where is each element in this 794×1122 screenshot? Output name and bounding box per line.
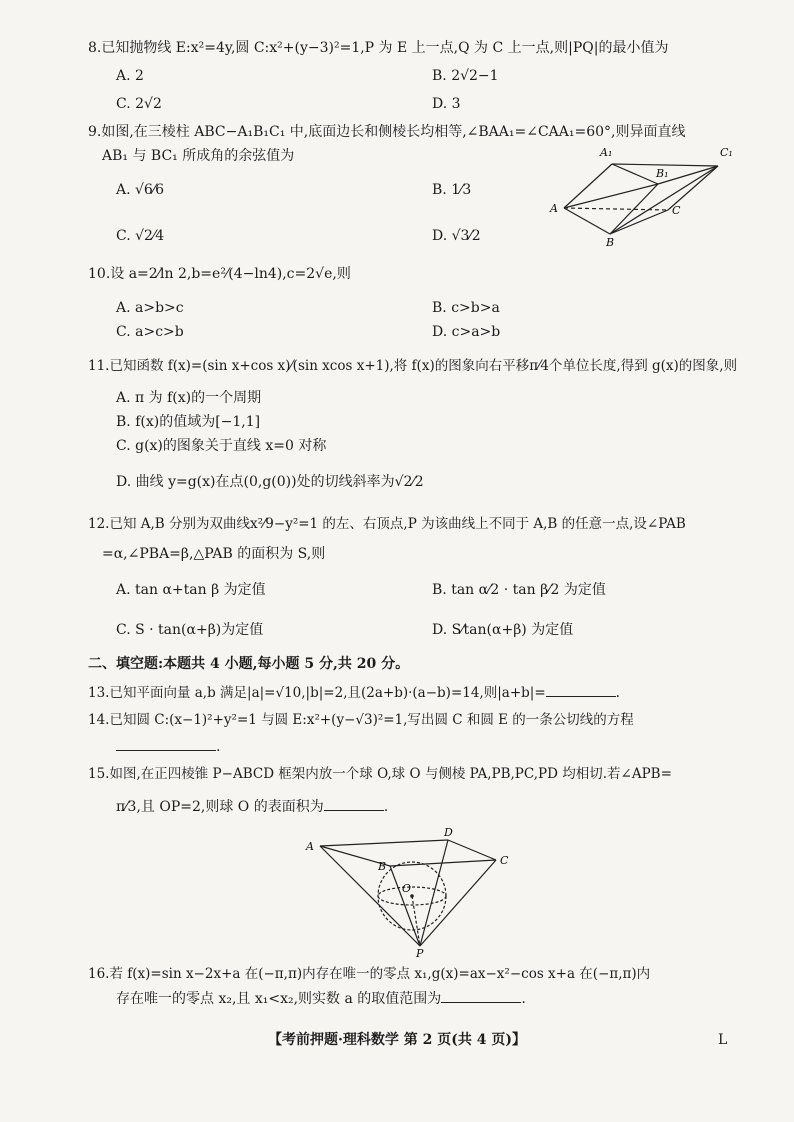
q15-stem-line1: 15.如图,在正四棱锥 P−ABCD 框架内放一个球 O,球 O 与侧棱 PA,PB,PC,PD 均相切.若∠APB= <box>88 766 672 782</box>
label-c: C <box>500 854 509 867</box>
q15-answer-blank[interactable] <box>324 796 384 811</box>
q15-pyramid-figure <box>300 824 520 958</box>
edge-b-c <box>610 210 668 234</box>
q8-option-d: D. 3 <box>432 96 461 112</box>
q8-option-c: C. 2√2 <box>116 96 162 112</box>
label-d: D <box>444 826 453 839</box>
edge-a-b <box>564 208 610 234</box>
q11-option-c: C. g(x)的图象关于直线 x=0 对称 <box>116 438 327 454</box>
q12-option-d: D. S⁄tan(α+β) 为定值 <box>432 622 574 638</box>
q11-option-b: B. f(x)的值域为[−1,1] <box>116 414 261 430</box>
label-a1: A₁ <box>600 146 613 159</box>
q10-option-c: C. a>c>b <box>116 324 184 340</box>
q14-answer-line <box>116 736 220 757</box>
q16-line2 <box>116 988 526 1009</box>
edge-a1-b1 <box>612 164 658 184</box>
edge-a-c-hidden <box>564 208 668 210</box>
q9-option-d: D. √3⁄2 <box>432 228 481 244</box>
q10-option-a: A. a>b>c <box>116 300 184 316</box>
q9-stem-line2: AB₁ 与 BC₁ 所成角的余弦值为 <box>102 148 295 164</box>
q16-stem-line1: 16.若 f(x)=sin x−2x+a 在(−π,π)内存在唯一的零点 x₁,g(x)=ax−x²−cos x+a 在(−π,π)内 <box>88 966 651 982</box>
edge-p-b <box>390 866 420 946</box>
q9-stem-line1: 9.如图,在三棱柱 ABC−A₁B₁C₁ 中,底面边长和侧棱长均相等,∠BAA₁=∠CAA₁=60°,则异面直线 <box>88 124 686 140</box>
q15-stem-line2: π⁄3,且 OP=2,则球 O 的表面积为 <box>116 799 324 815</box>
q14-answer-blank[interactable] <box>116 736 216 751</box>
q13-answer-blank[interactable] <box>546 682 616 697</box>
q13-period: . <box>615 685 620 701</box>
segment-a-b1 <box>564 184 658 208</box>
q10-stem: 10.设 a=2⁄ln 2,b=e²⁄(4−ln4),c=2√e,则 <box>88 266 351 282</box>
q11-option-a: A. π 为 f(x)的一个周期 <box>116 390 262 406</box>
label-b: B <box>606 236 615 249</box>
label-b: B <box>378 860 387 873</box>
q12-stem-line1: 12.已知 A,B 分别为双曲线x²⁄9−y²=1 的左、右顶点,P 为该曲线上不同于 A,B 的任意一点,设∠PAB <box>88 516 686 532</box>
q11-stem: 11.已知函数 f(x)=(sin x+cos x)⁄(sin xcos x+1),将 f(x)的图象向右平移π⁄4个单位长度,得到 g(x)的图象,则 <box>88 358 738 374</box>
q9-option-b: B. 1⁄3 <box>432 182 472 198</box>
label-b1: B₁ <box>656 167 669 180</box>
q8-stem: 8.已知抛物线 E:x²=4y,圆 C:x²+(y−3)²=1,P 为 E 上一点,Q 为 C 上一点,则|PQ|的最小值为 <box>88 40 669 56</box>
q8-option-b: B. 2√2−1 <box>432 68 499 84</box>
q16-answer-blank[interactable] <box>441 988 521 1003</box>
q16-period: . <box>521 991 526 1007</box>
label-o: O <box>402 882 412 895</box>
section-2-heading: 二、填空题:本题共 4 小题,每小题 5 分,共 20 分。 <box>88 656 410 672</box>
edge-a1-c1 <box>612 164 718 166</box>
q13-line <box>88 682 620 703</box>
label-a: A <box>306 840 314 853</box>
label-c: C <box>672 204 681 217</box>
label-c1: C₁ <box>720 146 733 159</box>
q15-period: . <box>383 799 389 815</box>
q12-option-a: A. tan α+tan β 为定值 <box>116 582 266 598</box>
q15-line2 <box>116 796 388 817</box>
footer-text: 【考前押题·理科数学 第 2 页(共 4 页)】 <box>268 1032 526 1048</box>
q8-option-a: A. 2 <box>116 68 144 84</box>
q9-option-c: C. √2⁄4 <box>116 228 165 244</box>
footer-mark: L <box>718 1032 728 1048</box>
q12-option-c: C. S · tan(α+β)为定值 <box>116 622 264 638</box>
label-a: A <box>550 202 558 215</box>
q16-stem-line2: 存在唯一的零点 x₂,且 x₁<x₂,则实数 a 的取值范围为 <box>116 991 442 1007</box>
q13-stem: 13.已知平面向量 a,b 满足|a|=√10,|b|=2,且(2a+b)·(a−b)=14,则|a+b|= <box>88 685 546 701</box>
q14-period: . <box>216 739 221 755</box>
edge-d-c <box>448 840 496 860</box>
edge-a-d <box>320 840 448 846</box>
q11-option-d: D. 曲线 y=g(x)在点(0,g(0))处的切线斜率为√2⁄2 <box>116 474 424 490</box>
label-p: P <box>416 947 424 958</box>
q9-prism-figure <box>540 140 740 250</box>
q9-option-a: A. √6⁄6 <box>116 182 165 198</box>
q10-option-b: B. c>b>a <box>432 300 500 316</box>
q10-option-d: D. c>a>b <box>432 324 501 340</box>
q12-option-b: B. tan α⁄2 · tan β⁄2 为定值 <box>432 582 606 598</box>
q12-stem-line2: =α,∠PBA=β,△PAB 的面积为 S,则 <box>102 546 326 562</box>
q14-stem: 14.已知圆 C:(x−1)²+y²=1 与圆 E:x²+(y−√3)²=1,写出圆 C 和圆 E 的一条公切线的方程 <box>88 712 634 728</box>
edge-p-a <box>320 846 420 946</box>
